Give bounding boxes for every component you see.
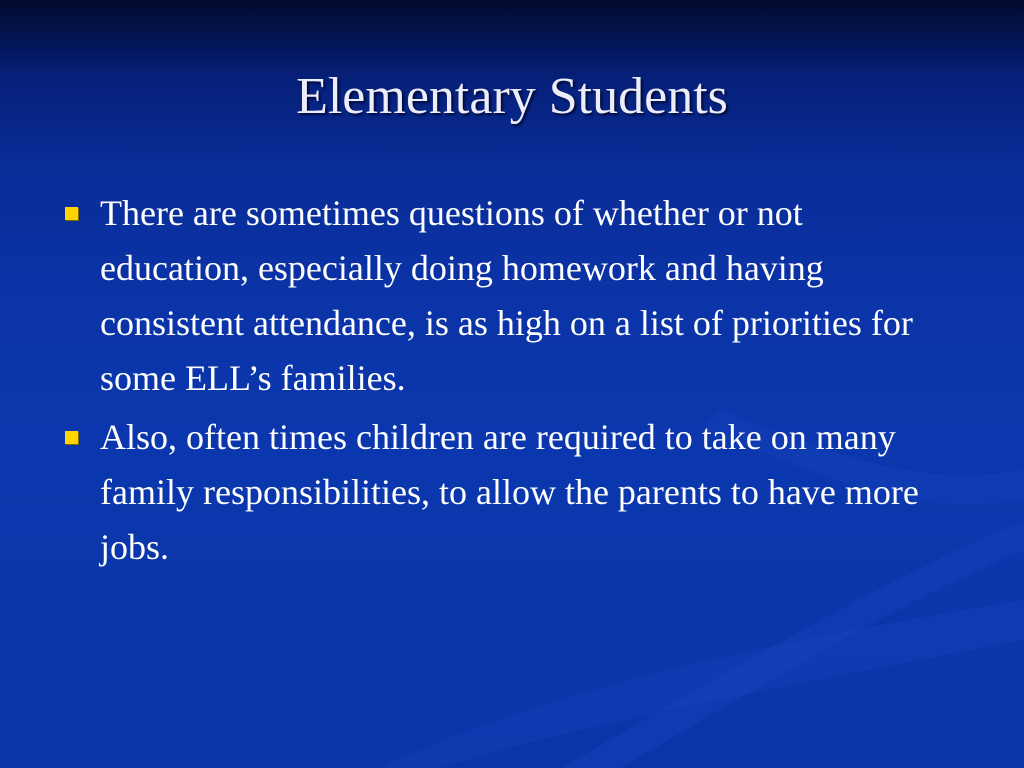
bullet-text: There are sometimes questions of whether or not education, especially doing homework and having consistent attendance, is as high on a list of priorities for some ELL’s families. <box>100 193 913 398</box>
bullet-item <box>60 410 960 575</box>
bullet-list <box>60 186 960 579</box>
bullet-text: Also, often times children are required to take on many family responsibilities, to allow the parents to have more jobs. <box>100 417 919 567</box>
square-bullet-icon <box>65 207 78 220</box>
slide-title: Elementary Students <box>296 68 728 125</box>
square-bullet-icon <box>65 431 78 444</box>
bullet-item <box>60 186 960 406</box>
